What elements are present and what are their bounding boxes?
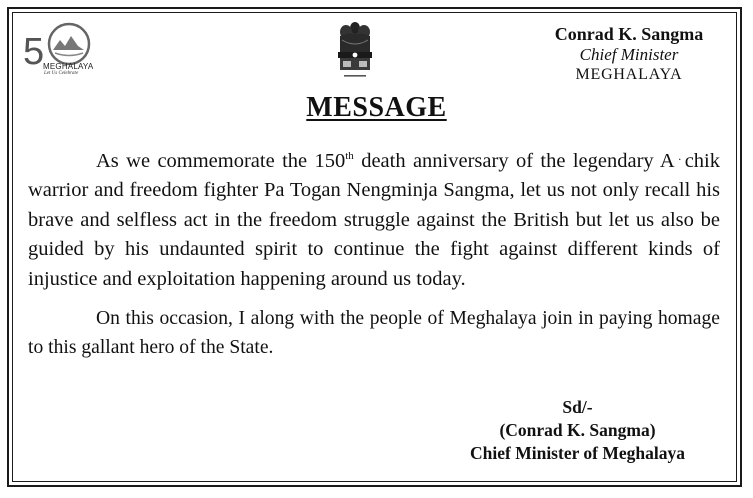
- paragraph-1-end: chik warrior and freedom fighter Pa Togan Nengminja Sangma, let us not only recall his brave and selfless act in the freedom struggle against the British but let us also be guided by his undaunted spirit to continue the fight against different kinds of injustice and exploitation happening around us today.: [28, 150, 720, 290]
- signoff-block: [470, 396, 685, 465]
- paragraph-1-middle: death anniversary of the legendary A: [353, 150, 675, 172]
- logo-tagline: Let Us Celebrate: [44, 71, 79, 76]
- interpunct: ·: [677, 152, 682, 166]
- logo-caption: MEGHALAYA: [43, 62, 94, 71]
- ordinal-superscript: th: [345, 150, 354, 163]
- svg-text:5: 5: [23, 31, 45, 73]
- page-title: [0, 92, 753, 124]
- message-body: [28, 145, 720, 363]
- signoff-name: (Conrad K. Sangma): [499, 420, 656, 440]
- header-signature-block: [519, 24, 709, 84]
- signoff-title: Chief Minister of Meghalaya: [470, 443, 685, 463]
- paragraph-1-start: As we commemorate the 150: [96, 150, 346, 172]
- header-name: Conrad K. Sangma: [554, 24, 704, 44]
- header-role: Chief Minister: [579, 45, 679, 64]
- paragraph-1: [28, 145, 720, 294]
- signoff-sd: Sd/-: [562, 397, 593, 417]
- page-title-text: MESSAGE: [306, 92, 447, 123]
- national-emblem-icon: [330, 18, 380, 82]
- header-state: MEGHALAYA: [575, 66, 683, 83]
- paragraph-2: On this occasion, I along with the people of Meghalaya join in paying homage to this gallant hero of the State.: [28, 308, 720, 359]
